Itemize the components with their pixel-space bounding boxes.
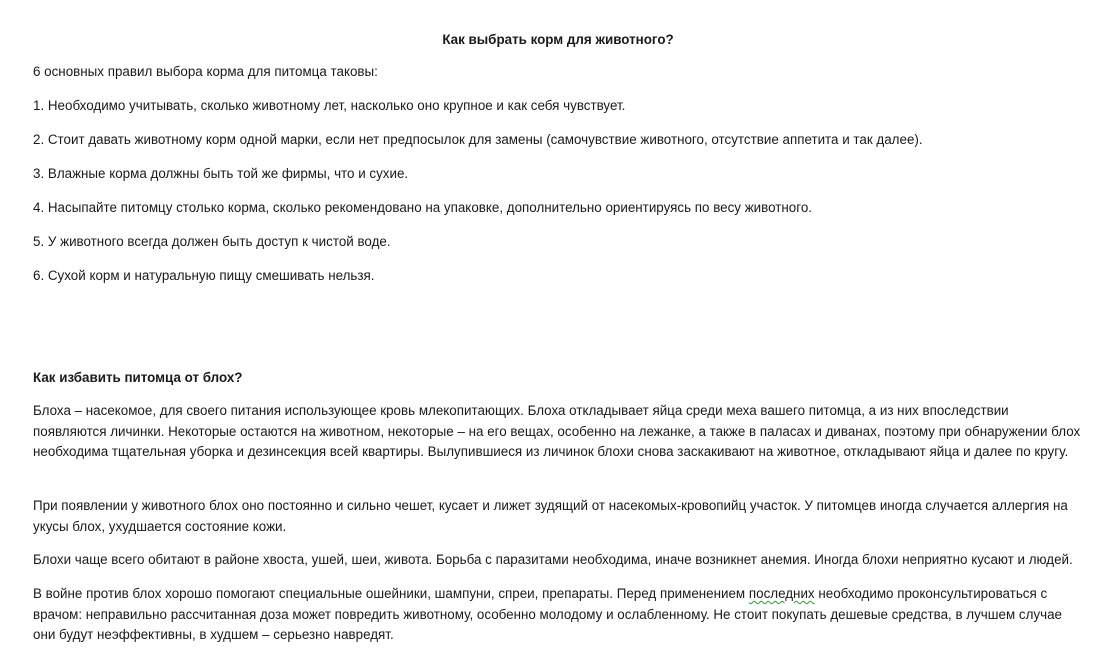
- food-rule-6: 6. Сухой корм и натуральную пищу смешивать нельзя.: [33, 268, 375, 283]
- food-rule-4: 4. Насыпайте питомцу столько корма, сколько рекомендовано на упаковке, дополнительно ориентируясь по весу животного.: [33, 200, 813, 215]
- food-rule-3: 3. Влажные корма должны быть той же фирмы, что и сухие.: [33, 166, 409, 181]
- section-title-fleas: Как избавить питомца от блох?: [33, 370, 243, 385]
- fleas-paragraph-4-end: необходимо проконсультироваться с врачом: неправильно рассчитанная доза может повредить животному, особенно молодому и ослабленному. Не стоит покупать дешевые средства, в лучшем случае они будут неэффективны, в худшем – серьезно навредят.: [33, 586, 1062, 642]
- food-intro: 6 основных правил выбора корма для питомца таковы:: [33, 64, 378, 79]
- section-title-food: Как выбрать корм для животного?: [442, 32, 674, 47]
- fleas-paragraph-1: Блоха – насекомое, для своего питания использующее кровь млекопитающих. Блоха откладывает яйца среди меха вашего питомца, а из них впоследствии появляются личинки. Некоторые остаются на животном, некоторые – на его вещах, особенно на лежанке, а также в паласах и диванах, поэтому при обнаружении блох необходима тщательная уборка и дезинсекция всей квартиры. Вылупившиеся из личинок блохи снова заскакивают на животное, откладывают яйца и далее по кругу.: [33, 403, 1081, 459]
- spellcheck-flagged-word[interactable]: последних: [748, 586, 815, 601]
- fleas-paragraph-4: [33, 584, 1083, 646]
- fleas-paragraph-3: Блохи чаще всего обитают в районе хвоста, ушей, шеи, живота. Борьба с паразитами необходима, иначе возникнет анемия. Иногда блохи неприятно кусают и людей.: [33, 552, 1073, 567]
- food-rule-2: 2. Стоит давать животному корм одной марки, если нет предпосылок для замены (самочувствие животного, отсутствие аппетита и так далее).: [33, 132, 923, 147]
- food-rule-5: 5. У животного всегда должен быть доступ к чистой воде.: [33, 234, 391, 249]
- fleas-paragraph-2: При появлении у животного блох оно постоянно и сильно чешет, кусает и лижет зудящий от насекомых-кровопийц участок. У питомцев иногда случается аллергия на укусы блох, ухудшается состояние кожи.: [33, 498, 1068, 534]
- fleas-paragraph-4-start: В войне против блох хорошо помогают специальные ошейники, шампуни, спреи, препараты. Перед применением: [33, 586, 749, 601]
- food-rule-1: 1. Необходимо учитывать, сколько животному лет, насколько оно крупное и как себя чувствует.: [33, 98, 626, 113]
